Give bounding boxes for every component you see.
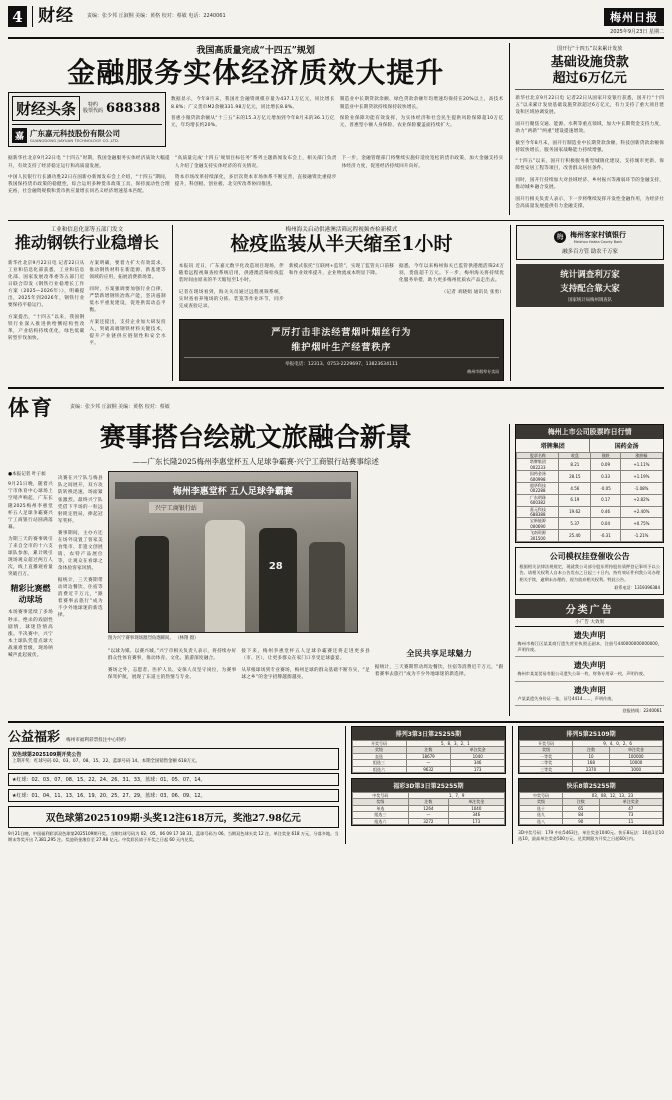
masthead [8,6,664,39]
lead-headline: 金融服务实体经济质效大提升 [67,56,445,89]
stock-change: 0.09 [591,459,621,471]
stock-ad-tapai[interactable]: 塔牌集团 [516,439,590,452]
table-row [520,766,663,772]
sports-paragraph: 接下来，梅州李惠堂杯五人足球争霸赛还将走进更多县（市、区），让更多群众在家门口享受足球盛宴。 [241,649,370,662]
lead-paragraph: 制造业中长期贷款余额、绿色贷款余额年均增速均保持在20%以上，高技术制造业中长期贷款持续保持较快增长。 [339,97,504,110]
table-row [517,494,663,506]
photo-banner-sponsor: 兴宁工商银行站 [149,502,203,513]
ssq-line-1: ★红球：02、03、07、08、15、22、24、26、31、33，蓝球：01、05、07、14。 [8,773,339,786]
cell: 注数 [409,799,448,805]
stock-name: 宝新能源 [529,518,546,524]
stock-close: 19.62 [559,506,591,518]
cell: 65 [562,805,599,811]
stock-pct: +0.75% [620,518,662,530]
notice-box [515,547,664,595]
sports-paragraph: 9月21日晚，随着兴宁市体育中心球场上空哨声响起，广东长隆2025梅州李惠堂杯五人足球争霸赛兴宁工商银行站圆满落幕。 [8,482,53,530]
cell: 100000 [609,753,662,759]
lottery-table-2 [518,726,664,774]
steel-paragraph: 方案还提出，支持企业加大研发投入，突破高端钢铁材料关键技术，提升产业链供应链韧性和安全水平。 [89,319,166,347]
cell: 组选六 [352,818,409,824]
sports-subhead-1: 精彩比赛燃动球场 [10,582,51,604]
steel-headline: 推动钢铁行业稳增长 [14,232,159,252]
stock-change: 0.17 [591,494,621,506]
cell: 奖级 [352,799,409,805]
table-row [517,506,663,518]
mid-zone [8,220,664,381]
lead-paragraph: 普惠小微贷款余额从“十三五”末的15.3万亿元增加到今年8月末的36.1万亿元，年均增长约20%。 [171,116,335,129]
lottery-tables-left [345,726,507,844]
stock-pct: +2.82% [620,494,662,506]
stock-code: 600998 [530,476,546,482]
customs-byline: （记者 刘晓娟 通讯员 张勇） [441,290,505,296]
stock-change: 0.04 [591,518,621,530]
photo-caption: 图为兴宁赛事现场激烈角逐瞬间。 [107,635,174,641]
stock-change: 0.46 [591,506,621,518]
ssq-head: 双色球第2025109期开奖公告 [12,751,82,758]
steel-kicker: 工业和信息化部等五部门发文 [50,226,124,233]
mid-rail-ads [510,225,664,381]
ad-stock-code: 688388 [106,100,161,116]
cell: 9632 [406,766,451,772]
ad-company-name: 广东嘉元科技股份有限公司 [30,128,120,138]
ad-special-label: 特约 [88,102,99,109]
stock-pct: +2.40% [620,506,662,518]
lottery-tables-right [512,726,664,844]
lottery-subtitle: 梅州市福利彩票投注中心特约 [66,737,126,743]
rail-paragraph: 国开行相关负责人表示，下一步将继续发挥开发性金融作用，为经济社会高质量发展提供有力金融支撑。 [515,196,665,210]
cell: 2370 [573,766,610,772]
stock-ad-guoyao[interactable]: 国药金汤 [614,443,639,451]
lead-paragraph: 保险业保障功能有效发挥，为实体经济和社会民生提供风险保障超10万亿元，普惠型小额人身保险、农业保险覆盖面持续扩大。 [339,116,504,129]
cell: 注数 [406,747,451,753]
sports-subheadline: ——广东长隆2025梅州李惠堂杯五人足球争霸赛·兴宁工商银行站赛事综述 [132,456,379,466]
stock-close: 6.19 [559,494,591,506]
cell: 1、7、9 [409,792,505,798]
sports-col-3 [108,644,237,686]
table-row [517,518,663,530]
cell: 1264 [409,805,448,811]
lead-body-col4 [175,151,337,200]
stock-name: 塔牌集团 [529,459,546,465]
ssq-line-2: ★红球：01、04、11、13、16、19、20、25、27、29，蓝球：03、06、09、12。 [8,789,339,802]
notice-body: 根据相关法律法规规定，现就我公司部分股东所持股份质押登记事项予以公告。请相关权利人自本公告发布之日起三十日内，持有效证件到我公司办理相关手续，逾期未办理的，视为放弃相关权利。特此公告。 [519,563,660,582]
cell: 47 [599,805,662,811]
lead-paragraph: 数据显示，今年8月末，我国社会融资规模存量为437.1万亿元，同比增长8.8%；广义货币M2余额331.98万亿元，同比增长8.8%。 [171,97,335,110]
ad-badge: 财经头条 [12,96,80,121]
stock-table-title: 梅州上市公司股票昨日行情 [516,425,663,439]
sports-article [8,424,503,716]
customs-headline: 检疫监装从半天缩至1小时 [230,232,453,255]
tobacco-ad-signer: 梅州市烟草专卖局 [467,369,500,375]
lottery-table-0 [351,726,507,774]
sports-paragraph: 据统计，三天赛期带动周边餐饮、住宿等消费近千万元，“跟着赛事去旅行”成为不少外地球迷的新选择。 [374,664,504,677]
stock-name: 飞南资源 [529,530,546,536]
cell: 11 [599,818,662,824]
ssq-bigline: 双色球第2025109期·头奖12注618万元，奖池27.98亿元 [8,806,339,828]
classified-title: 遗失声明 [573,629,606,640]
lottery-table-2-head: 排列5第25109期 [519,727,663,740]
cell: 84 [562,812,599,818]
cell: 18679 [406,753,451,759]
sports-section-title: 体育 [8,395,54,421]
sports-credits: 责编：张少邦 丘淑桐 美编：黄格 校对：蔡敏 [70,403,170,410]
stock-name: 广东明珠 [529,494,546,500]
stock-pct: -1.08% [620,483,662,495]
sports-paragraph: 为期三天的赛事吸引了来自全市的十六支球队参加，累计吸引现场观众超过两万人次，线上直播观看量突破百万。 [8,536,53,578]
stock-code: 301500 [530,535,546,541]
rail-headline-2: 超过6万亿元 [552,70,627,86]
table-row [517,471,663,483]
steel-paragraph: 新华社北京9月22日电 记者22日从工业和信息化部获悉，工业和信息化部、国家发展改革委等五部门近日联合印发《钢铁行业稳增长工作方案（2025—2026年）》，明确提出，2025年到2026年，钢铁行业要保持平稳运行。 [8,260,85,309]
cell: 1040 [448,805,505,811]
table-row [520,760,663,766]
lead-article [8,43,503,215]
lead-paragraph: 下一步，金融管理部门将继续实施好适度宽松的货币政策，加大金融支持实体经济力度，促进经济持续回升向好。 [341,156,504,169]
lottery-table-1 [351,778,507,826]
lottery-table-1-head: 福彩3D第3日第25255期 [352,779,506,792]
steel-body-col1 [8,255,84,352]
sports-paragraph: 赛场之外，志愿者、医护人员、安保人员坚守岗位，为赛事保驾护航，展现了东道主的热情与专业。 [107,668,237,681]
classifieds-box [515,599,664,716]
stock-name: 超华科技 [529,483,546,488]
cell: 直选 [352,753,406,759]
lottery-table-3 [518,778,664,826]
rail-paragraph: 国开行聚焦交通、能源、水利等重点领域，加大中长期资金支持力度，助力“两新”“两重”建设提速增效。 [515,121,665,134]
ssq-detail: 上期开奖：红球号码 02、03、07、08、15、22，蓝球号码 14。本期全国销售金额 618万元。 [12,759,200,765]
cell: 3272 [409,818,448,824]
stock-close: 28.15 [559,471,591,483]
cell: 1000 [609,766,662,772]
classifieds-title: 分类广告 [515,599,664,618]
ad-code-label: 股票代码 [83,108,104,115]
cell: 中奖号码 [520,792,563,798]
cell: 奖级 [352,747,406,753]
customs-body-col3 [399,259,504,315]
lottery-table-3-head: 快乐8第25255期 [519,779,663,792]
bank-logo-icon: 梅 [554,231,566,243]
classified-title: 遗失声明 [573,660,606,671]
table-row [517,459,663,471]
stock-close: 25.40 [559,530,591,542]
cell: 73 [599,812,662,818]
classifieds-note: 小广告 大效果 [515,618,664,627]
company-logo-icon: 嘉 [12,128,27,143]
cell: 173 [451,766,505,772]
cell: 注数 [573,747,610,753]
lottery-zone [8,721,664,844]
stock-close: 8.21 [559,459,591,471]
bank-ad-slogan: 融多百方管 助农千万家 [562,248,618,255]
lottery-d3-body: 3D中奖号码：179 中出5463注，单注奖金1040元。快乐8玩法：10选1至10选10，最高单注奖金500万元。兑奖期限为开奖之日起60日内。 [518,829,664,842]
survey-ad-line1: 统计调查利万家 [560,269,620,280]
lottery-title: 公益福彩 [8,729,61,745]
cell: 单注奖金 [448,799,505,805]
lead-paragraph: 资本市场改革持续深化，多层次资本市场体系不断完善，直接融资比重稳步提升，科创板、创业板、北交所改革协同推进。 [174,175,337,188]
bank-ad-name-en: Meizhou Hakka County Bank [573,239,623,244]
table-row [352,766,505,772]
cell: 单选 [352,805,409,811]
tobacco-ad-line2: 维护烟叶生产经营秩序 [291,343,392,354]
masthead-left [8,6,226,27]
stock-code: 002288 [530,488,546,494]
sports-col-1 [8,471,53,686]
stock-name: 嘉元科技 [529,506,546,512]
table-row [352,753,505,759]
table-row [520,753,663,759]
cell: 注数 [562,799,599,805]
stock-change: 0.33 [591,471,621,483]
cell: 选九 [520,812,563,818]
section-title: 财经 [32,6,74,27]
notice-phone: 联系电话：1319396384 [614,584,660,590]
steel-article [8,225,166,381]
ssq-box [8,748,339,770]
stock-table [516,452,663,542]
stock-close: 4.56 [559,483,591,495]
cell: 90 [562,818,599,824]
cell: 346 [451,760,505,766]
customs-kicker: 梅州海关启动供港澳活筛远程视频查检新模式 [285,226,398,233]
sports-headline: 赛事搭台绘就文旅融合新景 [99,423,412,454]
tobacco-ad[interactable] [179,319,504,381]
stock-code: 000690 [530,523,546,529]
ad-company-name-en: GUANGDONG JIAYUAN TECHNOLOGY CO.,LTD. [30,138,120,143]
cell: 开奖号码 [520,740,573,746]
lead-body-col2 [340,92,504,147]
cell: 一等奖 [520,753,573,759]
tobacco-ad-line1: 严厉打击非法经营烟叶烟丝行为 [271,328,412,339]
cell: 组选三 [352,760,406,766]
photo-credit: （林翔 摄） [175,635,199,641]
cell: 选十 [520,805,563,811]
ssq-footer: 9月21日晚，中国福利彩票双色球第2025109期开奖。当期红球号码为 02、05、06 09 17 18 31，蓝球号码为 06。当期双色球头奖 12 注，单注奖金 618 万元，分落多地。当期末等奖开出 7,381,295 注。奖池资金滚存至 27.98 亿元。中奖彩民请于开奖之日起 60 天内兑奖。 [8,831,339,843]
sports-photo [108,471,358,633]
stock-table-box [515,424,664,543]
classified-body: 梅州市梅江区某某商行遗失营业执照正副本，注册号440000000000000，声明作废。 [517,640,662,653]
cell: 三等奖 [520,766,573,772]
stock-pct: -1.21% [620,530,662,542]
sports-col-4 [241,644,370,686]
customs-paragraph: 记者在现场看到，海关关员通过远程视频系统，实时查看养殖场的分拣、装笼等作业环节，同步完成查验记录。 [178,290,284,310]
cell: 9、4、0、2、6 [573,740,663,746]
steel-paragraph: 方案明确，要着力扩大有效需求，推动钢铁材料在新能源、新基建等领域的应用，拓展消费新场景。 [89,260,166,280]
sports-paragraph: 决赛在兴宁队与梅县队之间展开，双方攻防转换迅速，场面紧张激烈。最终兴宁队凭借下半场的一粒远射锁定胜局，捧起冠军奖杯。 [57,476,103,524]
survey-ad[interactable] [516,264,664,307]
survey-ad-line2: 支持配合靠大家 [560,283,620,294]
customs-paragraph: 本报讯 近日，广东嘉元数字化改造项目现场，伴随着远程视频查检系统启用，供港澳活筛检疫监装时间由原来的半天缩短至1小时。 [178,264,284,284]
sports-paragraph: 赛事期间，主办方还在场外设置了客家美食集市、非遗文创展销、农特产品展位等，让观众在看球之余体验客家风情。 [57,530,103,572]
customs-body-col1 [179,259,284,315]
table-row [517,483,663,495]
paper-nameplate: 梅州日报 [604,8,664,26]
cell: 奖级 [520,747,573,753]
cell: 奖级 [520,799,563,805]
cell: 346 [448,812,505,818]
stock-col-3: 涨跌 [591,453,621,459]
cell: 10 [573,753,610,759]
sports-paragraph: “以球为媒、以赛兴城。”兴宁市相关负责人表示，将持续办好群众性体育赛事，推动体育、文化、旅游深度融合。 [107,649,237,662]
rail-paragraph: 同时，国开行持续加大对县域经济、乡村振兴等薄弱环节的金融支持，推动城乡融合发展。 [515,178,665,191]
list-item[interactable] [515,657,664,681]
masthead-credits: 责编：张少邦 丘淑桐 美编：黄格 校对：蔡敏 电话：2240061 [87,13,226,19]
stock-col-2: 收盘 [559,453,591,459]
stock-close: 5.37 [559,518,591,530]
rail-headline-1: 基础设施贷款 [550,55,629,70]
sports-byline: ●本报记者 叶子昶 [8,471,46,477]
sports-zone [8,424,664,716]
survey-ad-note: 国家统计局梅州调查队 [568,297,613,303]
sports-col-2 [58,471,103,686]
classifieds-footer: 登报热线：2240061 [622,707,662,713]
lottery-table-0-head: 排列3第3日第25255期 [352,727,506,740]
publication-date: 2025年9月23日 星期二 [610,29,664,35]
rail-kicker: 国开行“十四五”以来累计发放 [557,46,623,52]
lottery-main [8,726,339,844]
cell: 二等奖 [520,760,573,766]
classified-body: 卢某某遗失身份证一张，证号4414......，声明作废。 [517,695,616,701]
sports-paragraph: 从草根球场到专业赛场，梅州足球的群众基础不断夯实，“足球之乡”的金字招牌越擦越亮。 [241,668,370,681]
list-item[interactable] [515,682,664,706]
table-row [517,530,663,542]
photo-banner-title: 梅州李惠堂杯 五人足球争霸赛 [115,482,351,499]
customs-paragraph: 据悉，今年以来梅州海关已监管供港澳活筛24万羽，货值超千万元。下一步，梅州海关将持续优化服务举措，助力更多梅州优质农产品走出去。 [399,264,505,284]
stock-col-4: 涨跌幅 [620,453,662,459]
bank-ad[interactable] [516,225,664,260]
cell: 173 [448,818,505,824]
stock-code: 688388 [530,511,546,517]
stock-pct: +1.19% [620,471,662,483]
notice-title: 公司模权挂登催收公告 [549,550,630,561]
lead-paragraph: “高质量完成‘十四五’规划目标任务”系列主题新闻发布会上，相关部门负责人介绍了金融支持实体经济的有关情况。 [174,156,337,169]
cell: 选八 [520,818,563,824]
steel-paragraph: 同时，方案强调要加强行业自律，严禁新增钢铁冶炼产能，坚决遏制低水平重复建设，促进供需动态平衡。 [89,286,166,313]
lead-shoulder: 我国高质量完成“十四五”规划 [196,46,315,56]
cell: — [406,760,451,766]
lead-body-col1 [171,92,335,147]
rail-paragraph: “十四五”以来，国开行积极服务新型城镇化建设，支持城市更新、保障性安居工程等项目，改善群众居住条件。 [515,159,664,172]
cell: 1040 [451,753,505,759]
lead-paragraph: 中国人民银行行长潘功胜22日在国新办新闻发布会上介绍，“十四五”期间，我国保持货币政策的稳健性，综合运用多种货币政策工具，保持流动性合理充裕，社会融资规模和货币供应量增长同名义经济增速基本匹配。 [8,175,170,195]
cell: 单注奖金 [599,799,662,805]
stock-code: 002233 [530,464,546,470]
stock-change: -0.31 [591,530,621,542]
customs-body-col2 [289,259,394,315]
sports-col-5 [375,644,504,686]
cell: 开奖号码 [352,740,406,746]
tobacco-ad-phone: 举报电话：12313、0753-2229697、13823634111 [285,362,398,368]
customs-paragraph: 新模式依托“互联网+监管”，实现了监管关口前移和作业效率提升，企业物流成本明显下降。 [288,264,394,277]
list-item[interactable] [515,627,664,658]
sports-rail [509,424,664,716]
sports-photo-wrap [108,471,504,686]
customs-article [172,225,504,381]
bank-ad-name: 梅州客家村镇银行 [570,229,627,239]
rail-paragraph: 截至今年8月末，国开行制造业中长期贷款余额、科技创新贷款余额保持较快增长，服务国家战略能力持续增强。 [515,140,664,153]
sports-section-header [8,387,664,422]
cell: 单注奖金 [609,747,662,753]
stock-col-0: 股票名称 [517,453,559,459]
stock-change: -0.05 [591,483,621,495]
sports-paragraph: 据统计，三天赛期带动周边餐饮、住宿等消费近千万元，“跟着赛事去旅行”成为不少外地球迷的新选择。 [57,577,103,619]
table-row [520,818,663,824]
table-row [352,818,505,824]
classified-body: 梅州市某某贸易有限公司遗失公章一枚、财务专用章一枚，声明作废。 [517,671,648,677]
rail-body [515,95,664,210]
cell: 组选六 [352,766,406,772]
cell: 03、08、12、13、23 [562,792,662,798]
cell: 5、8、3、2、1 [406,740,505,746]
cell: 组选三 [352,812,409,818]
stock-name: 国药金汤 [529,471,546,477]
stock-pct: +1.11% [620,459,662,471]
masthead-right [604,6,664,35]
steel-body-col2 [89,255,165,352]
cell: 168 [573,760,610,766]
classified-title: 遗失声明 [573,684,606,695]
lead-body-col3 [8,151,170,200]
top-rail-article [509,43,664,215]
rail-paragraph: 新华社北京9月22日电 记者22日从国家开发银行获悉，国开行“十四五”以来累计发放基础设施贷款超过6万亿元，有力支持了重大项目建设和区域协调发展。 [515,95,664,115]
page-number: 4 [8,6,27,27]
finance-headline-ad[interactable] [8,92,166,147]
sports-subhead-2: 全民共享足球魅力 [406,647,472,658]
cell: 单注奖金 [451,747,505,753]
photo-jersey-number: 28 [268,560,283,572]
stock-code: 600382 [530,500,546,506]
sports-paragraph: 本场赛事延续了多场秒杀、绝杀的戏剧性剧情，球迷热情高涨。半决赛中，兴宁本土球队凭借点球大战艰难晋级，现场呐喊声此起彼伏。 [8,610,53,659]
cell: 中奖号码 [352,792,409,798]
cell: 10000 [609,760,662,766]
lead-body-col5 [342,151,504,200]
top-zone [8,43,664,215]
cell: — [409,812,448,818]
lead-paragraph: 据新华社北京9月22日电 “十四五”时期，我国金融服务实体经济质效大幅提升，有效支持了经济稳定运行和高质量发展。 [8,156,170,169]
steel-paragraph: 方案提出，“十四五”以来，我国钢铁行业深入推进供给侧结构性改革，产业结构持续优化，绿色低碳转型步伐加快。 [8,315,85,342]
